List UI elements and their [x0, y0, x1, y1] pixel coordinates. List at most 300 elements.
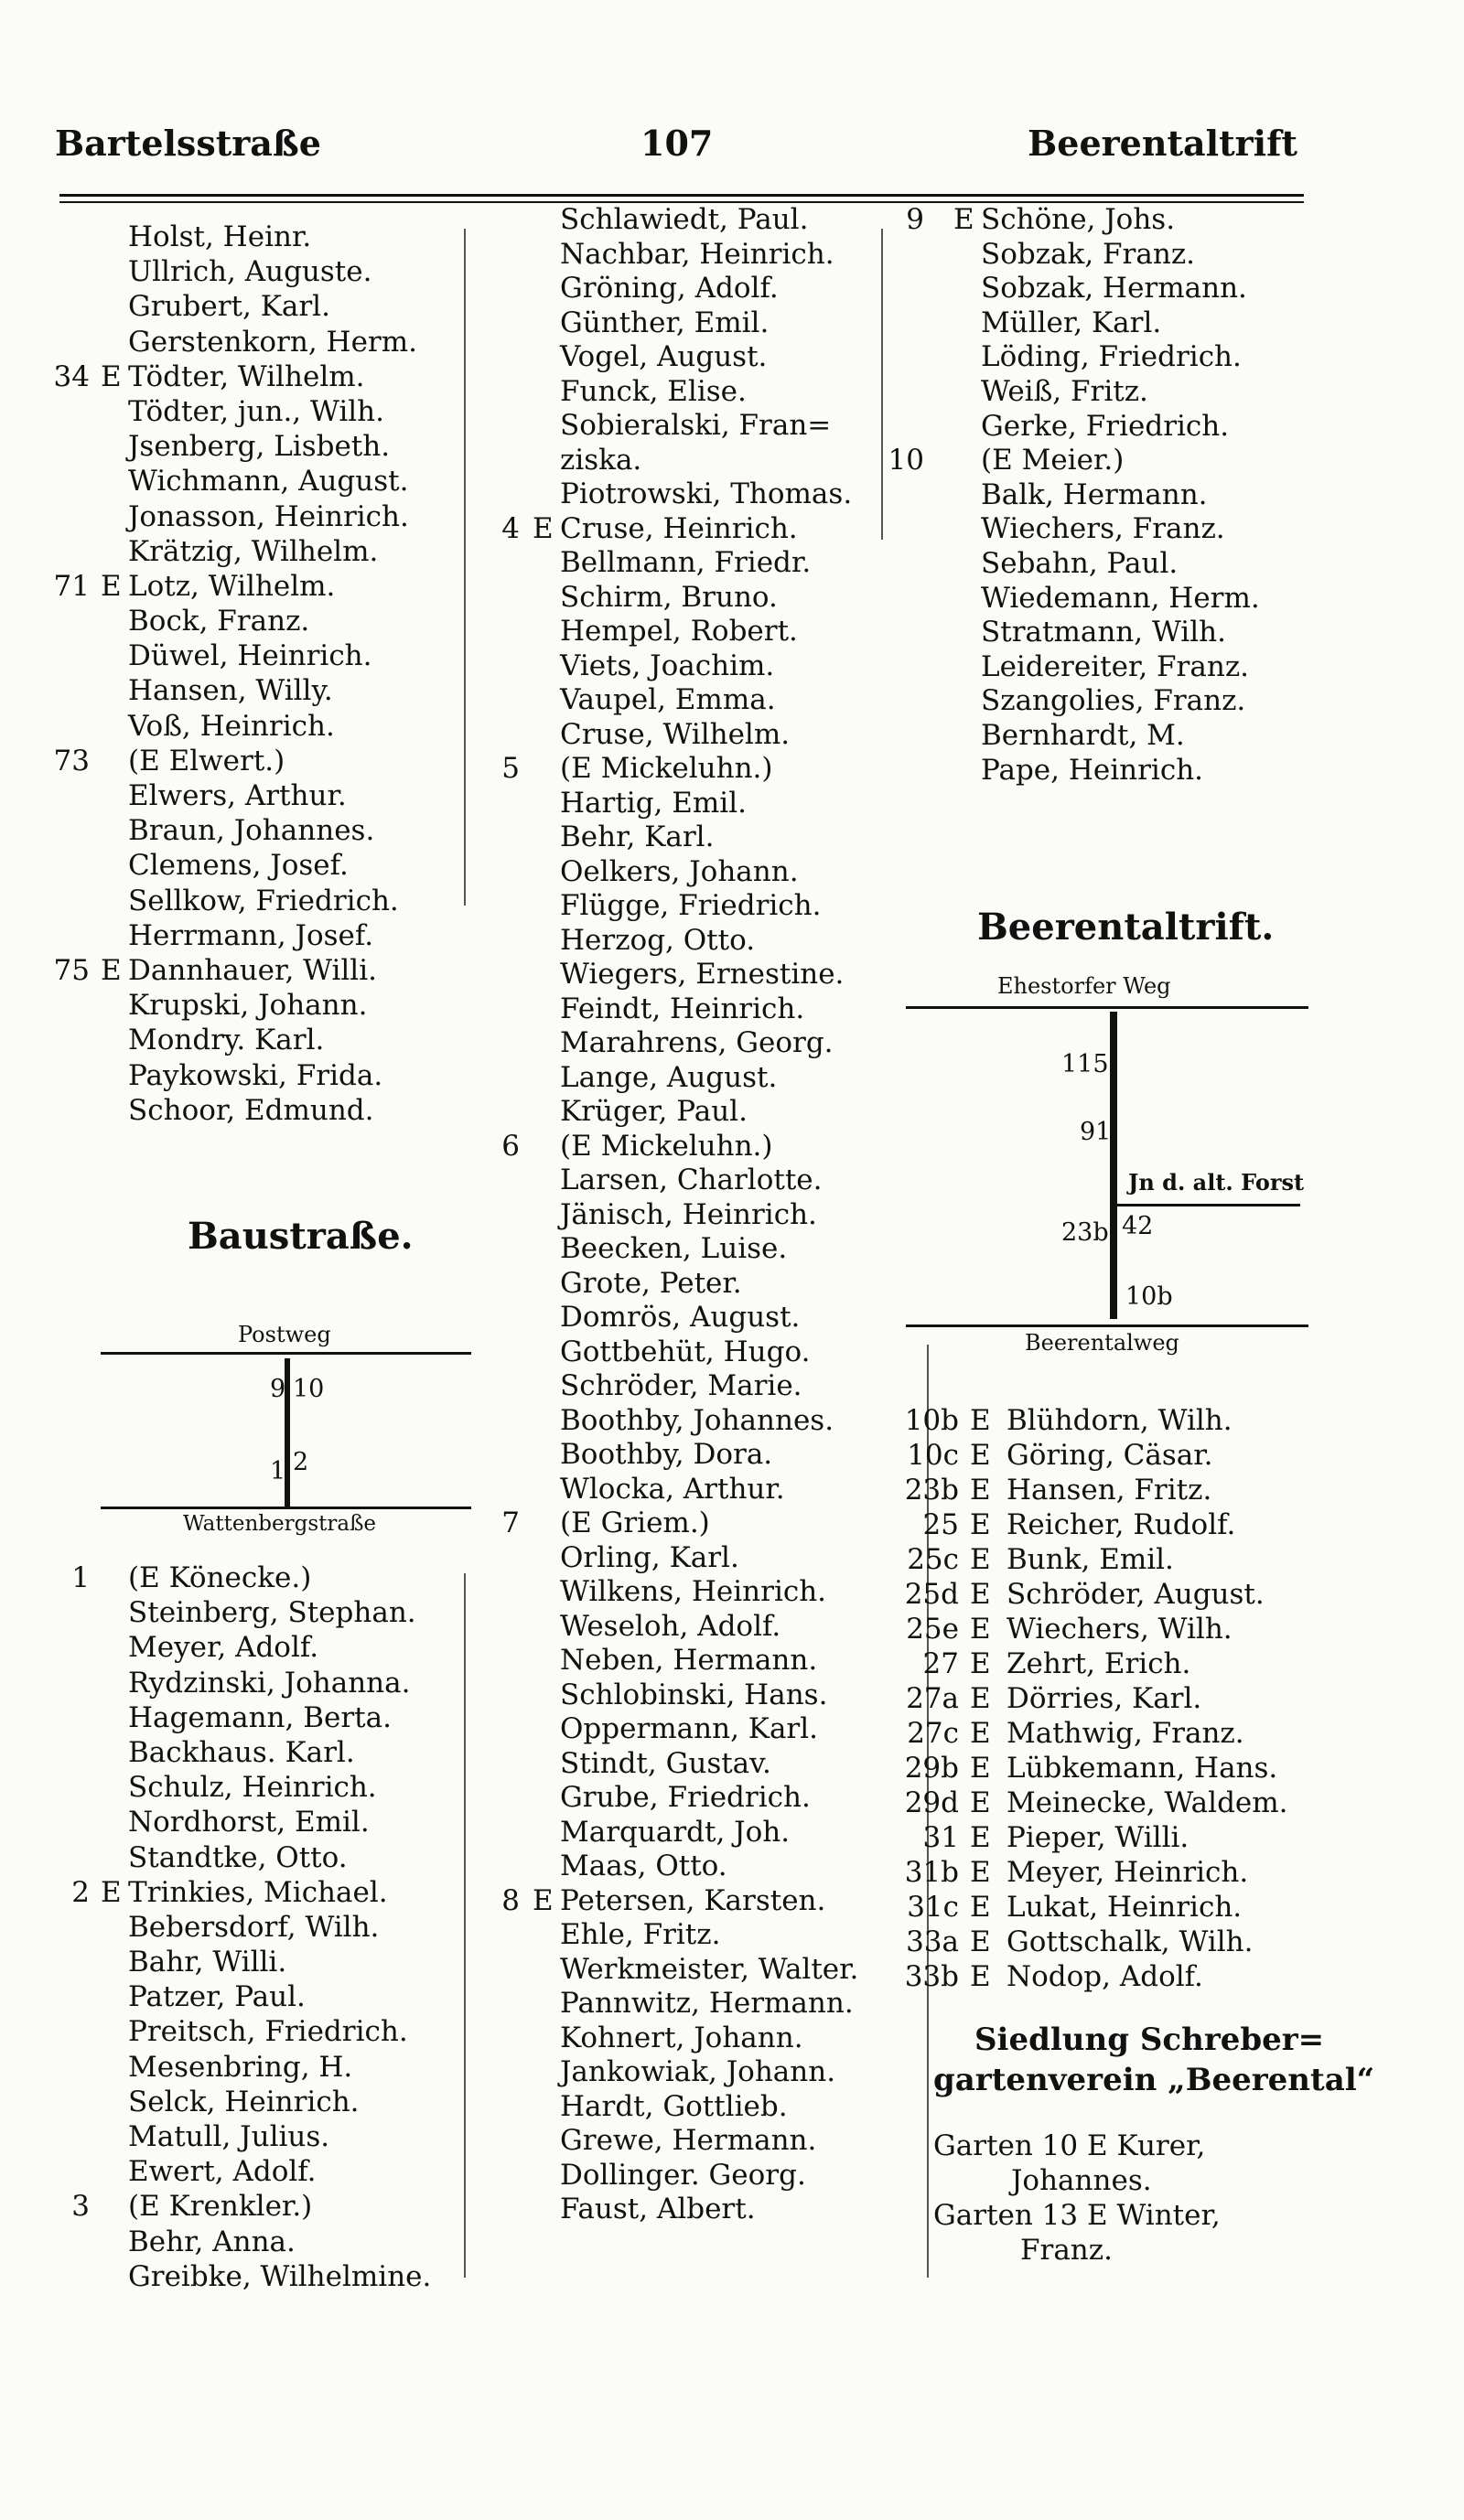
- house-number: 25c: [907, 1543, 959, 1576]
- owner-marker: E: [970, 1682, 991, 1715]
- house-number: 5: [501, 752, 520, 785]
- map-label-115: 115: [1061, 1050, 1109, 1078]
- directory-entry: [37, 534, 467, 569]
- resident-name: Mesenbring, H.: [128, 2050, 353, 2084]
- directory-entry: [448, 546, 933, 581]
- resident-name: Preitsch, Friedrich.: [128, 2015, 408, 2049]
- resident-name: Petersen, Karsten.: [560, 1883, 826, 1917]
- resident-name: (E Mickeluhn.): [560, 1129, 773, 1163]
- directory-entry: [448, 1130, 933, 1164]
- map-label-42: 42: [1122, 1212, 1154, 1240]
- siedlung-title-line-2: gartenverein „Beerental“: [933, 2062, 1375, 2098]
- directory-entry: [448, 1301, 933, 1335]
- house-number: 34: [53, 359, 90, 393]
- directory-entry: [878, 1612, 1327, 1646]
- directory-entry: [878, 1577, 1327, 1612]
- directory-entry: [37, 1735, 467, 1770]
- resident-name: Vogel, August.: [560, 340, 768, 373]
- house-number: 4: [501, 511, 520, 545]
- resident-name: Marahrens, Georg.: [560, 1026, 834, 1059]
- house-number: 25e: [906, 1613, 959, 1646]
- resident-name: Selck, Heinrich.: [128, 2085, 360, 2118]
- directory-entry: [37, 884, 467, 918]
- directory-entry: [878, 582, 1327, 617]
- directory-entry: [878, 1438, 1327, 1473]
- resident-name: Oppermann, Karl.: [560, 1712, 819, 1745]
- house-number: 33a: [906, 1925, 959, 1958]
- directory-entry: [448, 820, 933, 855]
- resident-name: Meyer, Heinrich.: [1006, 1856, 1249, 1889]
- directory-entry: [37, 1023, 467, 1057]
- resident-name: (E Mickeluhn.): [560, 752, 773, 785]
- resident-name: Lübkemann, Hans.: [1006, 1752, 1278, 1785]
- directory-entry: [37, 254, 467, 289]
- garten-entry-2-line-1: Garten 13 E Winter,: [933, 2199, 1221, 2232]
- resident-name: Sobzak, Franz.: [981, 237, 1196, 271]
- directory-entry: [37, 638, 467, 673]
- directory-entry: [448, 409, 933, 444]
- resident-name: Jonasson, Heinrich.: [128, 499, 409, 533]
- resident-name: Pieper, Willi.: [1006, 1821, 1190, 1854]
- directory-entry: [448, 1850, 933, 1884]
- house-number: 71: [53, 569, 90, 603]
- directory-entry: [37, 848, 467, 883]
- directory-entry: [448, 1232, 933, 1267]
- column-3-entries-continued: [878, 1403, 1327, 1994]
- garten-entry-1-line-1: Garten 10 E Kurer,: [933, 2129, 1206, 2162]
- owner-marker: E: [533, 1883, 554, 1917]
- directory-entry: [878, 272, 1327, 306]
- resident-name: Ullrich, Auguste.: [128, 255, 372, 289]
- directory-entry: [878, 616, 1327, 650]
- directory-entry: [448, 1369, 933, 1404]
- directory-entry: [37, 464, 467, 499]
- house-number: 8: [501, 1883, 520, 1917]
- directory-entry: [448, 1198, 933, 1233]
- directory-entry: [37, 1979, 467, 2014]
- resident-name: Mathwig, Franz.: [1006, 1717, 1244, 1750]
- owner-marker: E: [953, 203, 974, 236]
- directory-entry: [878, 1681, 1327, 1716]
- resident-name: Voß, Heinrich.: [128, 709, 335, 743]
- page-number: 107: [640, 123, 714, 164]
- resident-name: Grubert, Karl.: [128, 290, 330, 324]
- directory-entry: [878, 684, 1327, 719]
- directory-entry: [448, 615, 933, 649]
- directory-entry: [448, 375, 933, 410]
- resident-name: Krupski, Johann.: [128, 989, 368, 1023]
- house-number: 23b: [904, 1474, 959, 1507]
- directory-entry: [448, 1678, 933, 1713]
- resident-name: Patzer, Paul.: [128, 1980, 306, 2014]
- owner-marker: E: [101, 569, 122, 603]
- map-bottom-street-line: [101, 1507, 471, 1509]
- house-number: 2: [71, 1875, 90, 1909]
- resident-name: Göring, Cäsar.: [1006, 1439, 1213, 1472]
- resident-name: Wichmann, August.: [128, 465, 409, 499]
- resident-name: Trinkies, Michael.: [128, 1875, 388, 1909]
- map-bottom-street: Beerentalweg: [1025, 1330, 1179, 1356]
- owner-marker: E: [970, 1474, 991, 1507]
- resident-name: (E Meier.): [981, 444, 1125, 477]
- resident-name: Wilkens, Heinrich.: [560, 1575, 827, 1608]
- house-number: 25d: [904, 1578, 959, 1611]
- resident-name: Balk, Hermann.: [981, 477, 1208, 511]
- directory-entry: [37, 778, 467, 813]
- resident-name: Zehrt, Erich.: [1006, 1647, 1191, 1680]
- directory-entry: [448, 272, 933, 306]
- owner-marker: E: [970, 1752, 991, 1785]
- owner-marker: E: [970, 1786, 991, 1819]
- resident-name: Bebersdorf, Wilh.: [128, 1910, 380, 1944]
- directory-entry: [37, 813, 467, 848]
- directory-entry: [37, 1945, 467, 1979]
- garten-entry-2-line-2: Franz.: [1020, 2234, 1113, 2267]
- resident-name: Vaupel, Emma.: [560, 683, 776, 716]
- resident-name: Domrös, August.: [560, 1301, 801, 1334]
- resident-name: Hempel, Robert.: [560, 615, 798, 648]
- house-number: 31b: [904, 1856, 959, 1889]
- directory-entry: [37, 744, 467, 778]
- directory-entry: [448, 203, 933, 238]
- garten-entries: [933, 2129, 1318, 2268]
- directory-entry: [37, 1666, 467, 1700]
- house-number: 31: [922, 1821, 959, 1854]
- resident-name: Behr, Anna.: [128, 2225, 296, 2258]
- directory-entry: [448, 752, 933, 787]
- resident-name: Gerke, Friedrich.: [981, 409, 1230, 443]
- directory-entry: [448, 1987, 933, 2021]
- directory-entry: [448, 1507, 933, 1541]
- house-number: 31c: [907, 1891, 959, 1924]
- resident-name: Cruse, Wilhelm.: [560, 717, 791, 751]
- owner-marker: E: [101, 1875, 122, 1909]
- directory-entry: [37, 604, 467, 638]
- resident-name: Kohnert, Johann.: [560, 2021, 803, 2054]
- directory-entry: [878, 203, 1327, 238]
- directory-entry: [448, 1438, 933, 1473]
- directory-entry: [37, 325, 467, 359]
- directory-entry: [448, 1781, 933, 1816]
- directory-entry: [37, 1700, 467, 1735]
- resident-name: Bahr, Willi.: [128, 1946, 287, 1979]
- resident-name: Ehle, Fritz.: [560, 1918, 721, 1951]
- owner-marker: E: [101, 953, 122, 987]
- directory-entry: [448, 512, 933, 547]
- house-number: 25: [922, 1508, 959, 1541]
- house-number: 10b: [904, 1404, 959, 1437]
- directory-entry: [448, 1918, 933, 1953]
- directory-entry: [448, 581, 933, 616]
- directory-entry: [37, 1910, 467, 1945]
- resident-name: Szangolies, Franz.: [981, 684, 1246, 718]
- directory-entry: [37, 1770, 467, 1805]
- house-number: 10: [888, 444, 924, 477]
- directory-entry: [878, 410, 1327, 445]
- resident-name: Behr, Karl.: [560, 820, 715, 853]
- directory-entry: [448, 1061, 933, 1096]
- directory-entry: [37, 2085, 467, 2119]
- column-3-entries: [878, 203, 1327, 788]
- directory-entry: [37, 2014, 467, 2049]
- directory-entry: [448, 1335, 933, 1370]
- directory-entry: [37, 918, 467, 953]
- house-number: 9: [906, 203, 924, 236]
- resident-name: Bunk, Emil.: [1006, 1543, 1174, 1576]
- resident-name: Maas, Otto.: [560, 1850, 727, 1882]
- map-main-street-line: [1110, 1012, 1117, 1319]
- resident-name: Neben, Hermann.: [560, 1644, 818, 1677]
- column-1-entries-continued: [37, 1560, 467, 2294]
- directory-entry: [878, 238, 1327, 273]
- map-top-street: Postweg: [238, 1322, 331, 1347]
- resident-name: Piotrowski, Thomas.: [560, 477, 853, 510]
- directory-entry: [448, 1575, 933, 1610]
- directory-entry: [448, 1747, 933, 1782]
- directory-entry: [448, 340, 933, 375]
- resident-name: Schlobinski, Hans.: [560, 1678, 828, 1711]
- directory-entry: [878, 375, 1327, 410]
- directory-entry: [37, 220, 467, 254]
- directory-entry: [448, 444, 933, 478]
- directory-entry: [37, 289, 467, 324]
- directory-entry: [448, 2055, 933, 2090]
- directory-entry: [448, 1816, 933, 1850]
- resident-name: Gottbehüt, Hugo.: [560, 1335, 811, 1368]
- owner-marker: E: [970, 1856, 991, 1889]
- directory-entry: [448, 1884, 933, 1919]
- directory-entry: [878, 547, 1327, 582]
- resident-name: Schulz, Heinrich.: [128, 1771, 377, 1805]
- house-number: 75: [53, 953, 90, 987]
- resident-name: Nodop, Adolf.: [1006, 1960, 1203, 1993]
- directory-entry: [37, 1058, 467, 1093]
- resident-name: Weiß, Fritz.: [981, 374, 1148, 408]
- resident-name: Jsenberg, Lisbeth.: [128, 430, 391, 464]
- directory-entry: [448, 924, 933, 959]
- directory-entry: [37, 429, 467, 464]
- directory-entry: [448, 649, 933, 684]
- directory-entry: [448, 2124, 933, 2159]
- resident-name: Larsen, Charlotte.: [560, 1163, 823, 1196]
- resident-name: (E Griem.): [560, 1507, 710, 1539]
- directory-entry: [37, 569, 467, 604]
- directory-entry: [37, 2189, 467, 2224]
- resident-name: Bellmann, Friedr.: [560, 546, 812, 579]
- resident-name: Funck, Elise.: [560, 374, 747, 408]
- resident-name: Stratmann, Wilh.: [981, 616, 1226, 649]
- owner-marker: E: [970, 1717, 991, 1750]
- directory-entry: [37, 1093, 467, 1128]
- directory-entry: [448, 992, 933, 1027]
- directory-entry: [448, 477, 933, 512]
- directory-entry: [878, 1542, 1327, 1577]
- resident-name: Standtke, Otto.: [128, 1840, 348, 1874]
- resident-name: Hagemann, Berta.: [128, 1700, 392, 1734]
- house-number: 29b: [904, 1752, 959, 1785]
- map-bottom-street: Wattenbergstraße: [183, 1512, 377, 1536]
- resident-name: Düwel, Heinrich.: [128, 639, 372, 673]
- directory-entry: [878, 1646, 1327, 1681]
- directory-entry: [37, 673, 467, 708]
- resident-name: Matull, Julius.: [128, 2120, 330, 2153]
- owner-marker: E: [970, 1960, 991, 1993]
- resident-name: Tödter, Wilhelm.: [128, 359, 365, 393]
- resident-name: Günther, Emil.: [560, 306, 770, 339]
- resident-name: Pannwitz, Hermann.: [560, 1987, 854, 2020]
- resident-name: Sebahn, Paul.: [981, 546, 1179, 580]
- map-label-91: 91: [1080, 1118, 1112, 1146]
- directory-entry: [448, 306, 933, 341]
- resident-name: Gerstenkorn, Herm.: [128, 325, 417, 359]
- owner-marker: E: [970, 1508, 991, 1541]
- directory-entry: [448, 1541, 933, 1576]
- resident-name: Sobieralski, Fran=: [560, 409, 832, 442]
- resident-name: Orling, Karl.: [560, 1540, 739, 1574]
- resident-name: Lukat, Heinrich.: [1006, 1891, 1243, 1924]
- resident-name: Nachbar, Heinrich.: [560, 237, 834, 271]
- map-label-10: 10: [293, 1375, 325, 1403]
- resident-name: Bernhardt, M.: [981, 718, 1185, 752]
- directory-entry: [448, 2193, 933, 2227]
- resident-name: Schöne, Johs.: [981, 203, 1176, 236]
- directory-entry: [448, 2159, 933, 2193]
- resident-name: Beecken, Luise.: [560, 1232, 788, 1265]
- resident-name: Herrmann, Josef.: [128, 918, 374, 952]
- resident-name: Grote, Peter.: [560, 1266, 742, 1300]
- directory-entry: [448, 855, 933, 890]
- directory-entry: [448, 1095, 933, 1130]
- directory-entry: [37, 1840, 467, 1875]
- directory-entry: [448, 1473, 933, 1507]
- resident-name: Boothby, Dora.: [560, 1438, 773, 1471]
- map-bottom-street-line: [906, 1324, 1308, 1327]
- directory-entry: [878, 1925, 1327, 1959]
- resident-name: Schlawiedt, Paul.: [560, 203, 809, 236]
- resident-name: Braun, Johannes.: [128, 814, 375, 848]
- resident-name: Clemens, Josef.: [128, 849, 349, 883]
- directory-entry: [878, 1716, 1327, 1751]
- resident-name: Krüger, Paul.: [560, 1095, 748, 1128]
- directory-entry: [37, 953, 467, 988]
- resident-name: Schoor, Edmund.: [128, 1093, 374, 1127]
- directory-entry: [878, 754, 1327, 788]
- directory-entry: [878, 719, 1327, 754]
- house-number: 1: [71, 1561, 90, 1594]
- header-left-street: Bartelsstraße: [55, 123, 321, 164]
- resident-name: Ewert, Adolf.: [128, 2155, 317, 2189]
- house-number: 10c: [907, 1439, 959, 1472]
- garten-entry-1-line-2: Johannes.: [1011, 2164, 1152, 2197]
- resident-name: Weseloh, Adolf.: [560, 1609, 781, 1643]
- house-number: 27c: [907, 1717, 959, 1750]
- resident-name: Feindt, Heinrich.: [560, 992, 805, 1025]
- house-number: 27: [922, 1647, 959, 1680]
- owner-marker: E: [533, 511, 554, 545]
- resident-name: Sellkow, Friedrich.: [128, 884, 399, 917]
- resident-name: ziska.: [560, 443, 642, 477]
- section-title-beerentaltrift: Beerentaltrift.: [977, 906, 1275, 949]
- directory-entry: [878, 1855, 1327, 1890]
- resident-name: Meinecke, Waldem.: [1006, 1786, 1288, 1819]
- owner-marker: E: [101, 359, 122, 393]
- resident-name: (E Krenkler.): [128, 2190, 313, 2224]
- owner-marker: E: [970, 1543, 991, 1576]
- directory-entry: [878, 1820, 1327, 1855]
- map-side-street: Jn d. alt. Forst: [1128, 1169, 1305, 1196]
- directory-entry: [37, 1630, 467, 1665]
- column-2-entries: [448, 203, 933, 2227]
- resident-name: Jänisch, Heinrich.: [560, 1197, 817, 1231]
- directory-entry: [448, 1163, 933, 1198]
- owner-marker: E: [970, 1439, 991, 1472]
- resident-name: Holst, Heinr.: [128, 220, 312, 253]
- resident-name: (E Elwert.): [128, 744, 285, 777]
- resident-name: Wiegers, Ernestine.: [560, 958, 845, 991]
- resident-name: Lotz, Wilhelm.: [128, 569, 336, 603]
- directory-entry: [37, 2259, 467, 2294]
- resident-name: Dollinger. Georg.: [560, 2158, 806, 2192]
- owner-marker: E: [970, 1821, 991, 1854]
- map-label-9: 9: [270, 1375, 286, 1403]
- resident-name: Marquardt, Joh.: [560, 1815, 791, 1849]
- resident-name: Hansen, Fritz.: [1006, 1474, 1212, 1507]
- resident-name: Mondry. Karl.: [128, 1024, 325, 1057]
- resident-name: Herzog, Otto.: [560, 923, 756, 957]
- owner-marker: E: [970, 1578, 991, 1611]
- directory-entry: [878, 1507, 1327, 1542]
- house-number: 3: [71, 2190, 90, 2224]
- resident-name: Bock, Franz.: [128, 605, 310, 638]
- house-number: 33b: [904, 1960, 959, 1993]
- resident-name: Boothby, Johannes.: [560, 1403, 834, 1437]
- map-label-10b: 10b: [1125, 1282, 1173, 1311]
- owner-marker: E: [970, 1925, 991, 1958]
- resident-name: Wiechers, Wilh.: [1006, 1613, 1233, 1646]
- resident-name: Löding, Friedrich.: [981, 340, 1242, 374]
- resident-name: Werkmeister, Walter.: [560, 1952, 859, 1986]
- directory-entry: [37, 2225, 467, 2259]
- directory-entry: [448, 1404, 933, 1439]
- directory-entry: [448, 683, 933, 718]
- directory-entry: [37, 1805, 467, 1839]
- directory-entry: [37, 1875, 467, 1910]
- resident-name: Grewe, Hermann.: [560, 2124, 817, 2157]
- house-number: 7: [501, 1507, 520, 1539]
- directory-entry: [448, 1953, 933, 1988]
- resident-name: Reicher, Rudolf.: [1006, 1508, 1236, 1541]
- owner-marker: E: [970, 1613, 991, 1646]
- directory-entry: [37, 499, 467, 534]
- owner-marker: E: [970, 1647, 991, 1680]
- resident-name: Gottschalk, Wilh.: [1006, 1925, 1254, 1958]
- resident-name: Rydzinski, Johanna.: [128, 1666, 411, 1700]
- directory-entry: [37, 2119, 467, 2154]
- owner-marker: E: [970, 1404, 991, 1437]
- directory-entry: [448, 889, 933, 924]
- resident-name: Paykowski, Frida.: [128, 1058, 383, 1092]
- directory-entry: [37, 359, 467, 394]
- resident-name: Leidereiter, Franz.: [981, 649, 1250, 683]
- resident-name: Hardt, Gottlieb.: [560, 2089, 788, 2123]
- resident-name: Lange, August.: [560, 1060, 778, 1094]
- map-top-street: Ehestorfer Weg: [997, 973, 1171, 999]
- resident-name: Blühdorn, Wilh.: [1006, 1404, 1233, 1437]
- header-rule-top: [59, 194, 1304, 197]
- directory-entry: [878, 306, 1327, 341]
- resident-name: Meyer, Adolf.: [128, 1631, 319, 1665]
- resident-name: Schirm, Bruno.: [560, 580, 778, 614]
